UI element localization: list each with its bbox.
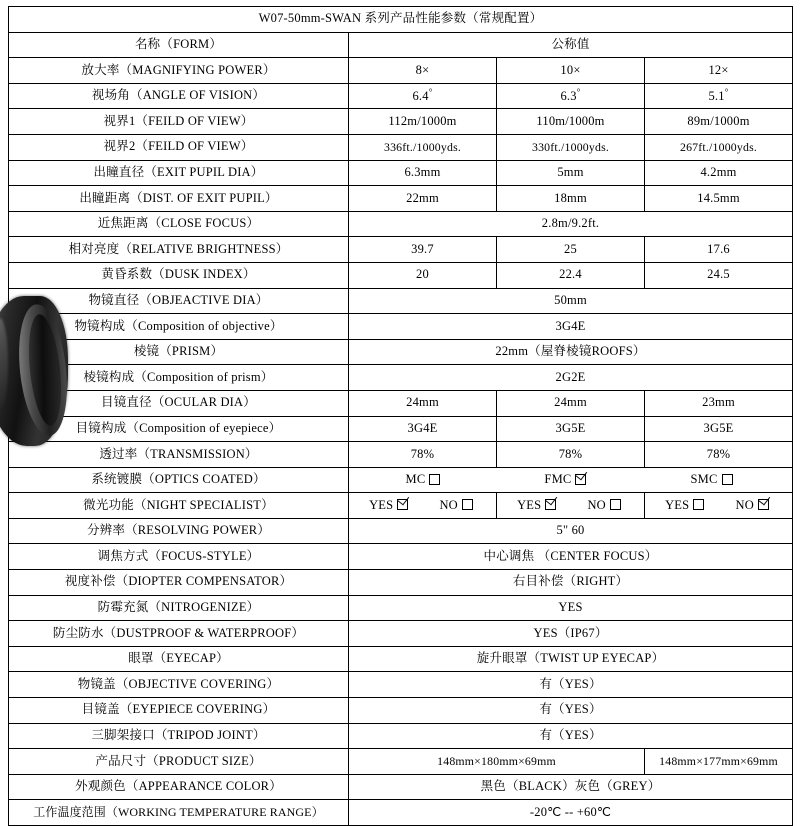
row-value: 148mm×177mm×69mm [645,749,793,775]
yes-option[interactable] [665,499,707,513]
row-value: 78% [497,442,645,468]
table-body [9,7,793,826]
row-label: 黄昏系数（DUSK INDEX） [9,262,349,288]
yes-label: YES [665,497,690,512]
row-value-merged: 中心调焦 （CENTER FOCUS） [349,544,793,570]
table-row [9,237,793,263]
row-value: 336ft./1000yds. [349,134,497,160]
checkbox-label: FMC [544,472,572,487]
checkbox-icon[interactable] [722,474,733,485]
row-value-merged: 有（YES） [349,672,793,698]
table-row [9,698,793,724]
row-label: 防霉充氮（NITROGENIZE） [9,595,349,621]
no-label: NO [735,497,754,512]
table-row [9,390,793,416]
row-label: 物镜直径（OBJEACTIVE DIA） [9,288,349,314]
row-label: 近焦距离（CLOSE FOCUS） [9,211,349,237]
row-label: 产品尺寸（PRODUCT SIZE） [9,749,349,775]
row-label: 工作温度范围（WORKING TEMPERATURE RANGE） [9,800,349,826]
row-value-merged: 50mm [349,288,793,314]
row-value: 24.5 [645,262,793,288]
table-row [9,339,793,365]
row-label: 放大率（MAGNIFYING POWER） [9,58,349,84]
row-value: 22mm [349,186,497,212]
spec-sheet [8,6,792,820]
checkbox-label: SMC [690,472,718,487]
row-value-merged: 5" 60 [349,518,793,544]
row-label: 三脚架接口（TRIPOD JOINT） [9,723,349,749]
table-row [9,544,793,570]
checkbox-label: MC [405,472,426,487]
table-row [9,595,793,621]
table-row [9,467,793,493]
row-value-merged: 3G4E [349,314,793,340]
checkbox-icon[interactable] [462,499,473,510]
table-title-row [9,7,793,33]
row-value [497,83,645,109]
table-row [9,160,793,186]
row-value: 112m/1000m [349,109,497,135]
value-number: 5.1 [708,89,725,104]
row-value: 18mm [497,186,645,212]
value-number: 6.3 [560,89,577,104]
row-value: 78% [645,442,793,468]
row-label: 透过率（TRANSMISSION） [9,442,349,468]
no-option[interactable] [587,499,623,513]
row-value-merged: 2G2E [349,365,793,391]
row-value-merged: 有（YES） [349,723,793,749]
row-label: 视度补偿（DIOPTER COMPENSATOR） [9,570,349,596]
degree-symbol: ° [428,87,433,98]
checkbox-option[interactable] [690,473,735,487]
table-row [9,672,793,698]
row-value: 22.4 [497,262,645,288]
row-label: 防尘防水（DUSTPROOF & WATERPROOF） [9,621,349,647]
row-value [645,83,793,109]
row-value: 6.3mm [349,160,497,186]
checkbox-icon[interactable] [610,499,621,510]
row-label: 出瞳直径（EXIT PUPIL DIA） [9,160,349,186]
row-label: 视界1（FEILD OF VIEW） [9,109,349,135]
row-value-merged: 右目补偿（RIGHT） [349,570,793,596]
row-label: 物镜盖（OBJECTIVE COVERING） [9,672,349,698]
checkbox-option[interactable] [544,473,589,487]
row-label: 微光功能（NIGHT SPECIALIST） [9,493,349,519]
document-title: W07-50mm-SWAN 系列产品性能参数（常规配置） [9,7,793,33]
table-row [9,442,793,468]
header-nominal-label: 公称值 [349,32,793,58]
row-value: 10× [497,58,645,84]
header-name-label: 名称（FORM） [9,32,349,58]
row-label: 出瞳距离（DIST. OF EXIT PUPIL） [9,186,349,212]
row-value-merged: 有（YES） [349,698,793,724]
row-value: 110m/1000m [497,109,645,135]
row-label: 眼罩（EYECAP） [9,646,349,672]
row-label: 分辨率（RESOLVING POWER） [9,518,349,544]
row-value: 148mm×180mm×69mm [349,749,645,775]
table-row [9,723,793,749]
table-row [9,83,793,109]
degree-symbol: ° [724,87,729,98]
table-row [9,58,793,84]
table-row [9,211,793,237]
row-label: 外观颜色（APPEARANCE COLOR） [9,774,349,800]
yes-option[interactable] [517,499,559,513]
table-row [9,314,793,340]
row-label: 棱镜构成（Composition of prism） [9,365,349,391]
row-value: 8× [349,58,497,84]
checkbox-icon[interactable] [545,499,556,510]
row-value: 330ft./1000yds. [497,134,645,160]
row-value-merged: 22mm（屋脊棱镜ROOFS） [349,339,793,365]
row-label: 目镜直径（OCULAR DIA） [9,390,349,416]
table-row [9,134,793,160]
specification-table [8,6,793,826]
row-value: 12× [645,58,793,84]
checkbox-option[interactable] [406,473,444,487]
row-value [349,83,497,109]
row-value: 89m/1000m [645,109,793,135]
row-value-merged: 黑色（BLACK）灰色（GREY） [349,774,793,800]
table-row [9,493,793,519]
row-value: 25 [497,237,645,263]
yes-no-cell [645,493,793,519]
table-row [9,365,793,391]
row-label: 相对亮度（RELATIVE BRIGHTNESS） [9,237,349,263]
row-value: 267ft./1000yds. [645,134,793,160]
table-row [9,262,793,288]
row-label: 物镜构成（Composition of objective） [9,314,349,340]
table-row [9,186,793,212]
row-value: 17.6 [645,237,793,263]
table-row [9,774,793,800]
table-row [9,621,793,647]
coating-options [349,467,793,493]
value-number: 6.4 [412,89,429,104]
table-row [9,800,793,826]
table-row [9,646,793,672]
row-value-merged: 2.8m/9.2ft. [349,211,793,237]
row-value: 23mm [645,390,793,416]
checkbox-icon[interactable] [758,499,769,510]
no-option[interactable] [735,499,771,513]
table-row [9,109,793,135]
checkbox-icon[interactable] [429,474,440,485]
table-header-row [9,32,793,58]
yes-option[interactable] [369,499,411,513]
yes-no-cell [497,493,645,519]
checkbox-icon[interactable] [693,499,704,510]
row-value: 3G4E [349,416,497,442]
row-value-merged: -20℃ -- +60℃ [349,800,793,826]
row-label: 棱镜（PRISM） [9,339,349,365]
table-row [9,416,793,442]
row-value: 14.5mm [645,186,793,212]
table-row [9,570,793,596]
table-row [9,288,793,314]
row-value-merged: 旋升眼罩（TWIST UP EYECAP） [349,646,793,672]
checkbox-icon[interactable] [397,499,408,510]
degree-symbol: ° [576,87,581,98]
row-label: 系统镀膜（OPTICS COATED） [9,467,349,493]
row-value-merged: YES（IP67） [349,621,793,647]
row-value: 5mm [497,160,645,186]
row-value: 24mm [349,390,497,416]
row-value-merged: YES [349,595,793,621]
table-row [9,749,793,775]
row-value: 39.7 [349,237,497,263]
row-value: 20 [349,262,497,288]
row-label: 视界2（FEILD OF VIEW） [9,134,349,160]
no-label: NO [587,497,606,512]
row-value: 24mm [497,390,645,416]
row-value: 3G5E [497,416,645,442]
row-value: 78% [349,442,497,468]
row-label: 目镜构成（Composition of eyepiece） [9,416,349,442]
checkbox-icon[interactable] [575,474,586,485]
yes-no-cell [349,493,497,519]
row-label: 调焦方式（FOCUS-STYLE） [9,544,349,570]
yes-label: YES [369,497,394,512]
row-value: 4.2mm [645,160,793,186]
row-value: 3G5E [645,416,793,442]
no-label: NO [439,497,458,512]
table-row [9,518,793,544]
row-label: 目镜盖（EYEPIECE COVERING） [9,698,349,724]
yes-label: YES [517,497,542,512]
no-option[interactable] [439,499,475,513]
row-label: 视场角（ANGLE OF VISION） [9,83,349,109]
